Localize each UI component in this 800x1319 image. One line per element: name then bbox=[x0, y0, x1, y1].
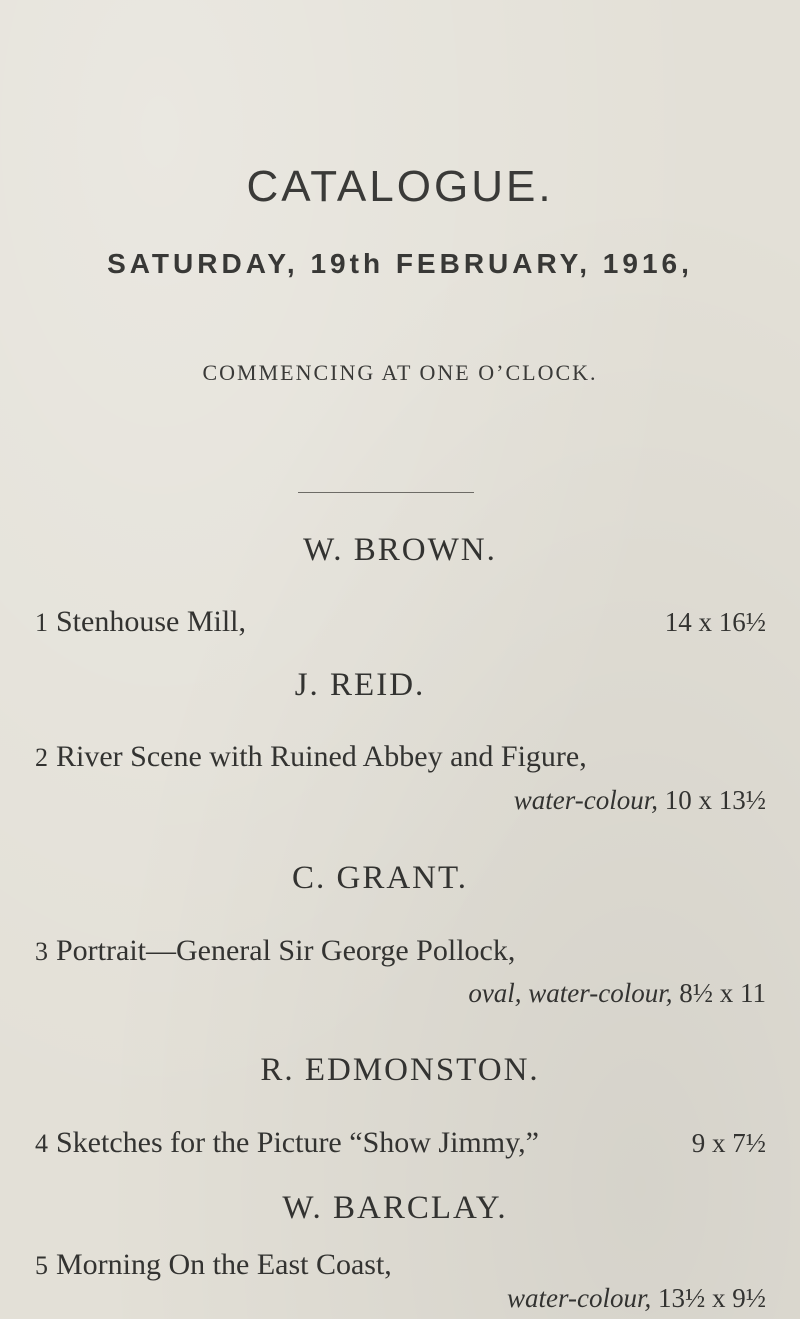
sale-time: COMMENCING AT ONE O’CLOCK. bbox=[202, 360, 598, 385]
lot-title: River Scene with Ruined Abbey and Figure, bbox=[56, 740, 587, 773]
lot-size: 9 x 7½ bbox=[691, 1128, 766, 1158]
lot-number: 3 bbox=[35, 937, 48, 966]
lot-title: Sketches for the Picture “Show Jimmy,” bbox=[56, 1126, 539, 1159]
lot-entry bbox=[35, 1126, 539, 1160]
lot-medium: water-colour, bbox=[513, 785, 658, 815]
lot-details bbox=[514, 785, 766, 816]
artist-name: W. BROWN. bbox=[303, 532, 497, 568]
lot-size: 13½ x 9½ bbox=[658, 1283, 766, 1313]
artist-name: R. EDMONSTON. bbox=[260, 1052, 540, 1088]
lot-size: 8½ x 11 bbox=[679, 978, 766, 1008]
artist-name: C. GRANT. bbox=[292, 860, 468, 896]
lot-entry bbox=[35, 740, 587, 774]
sale-date: SATURDAY, 19th FEBRUARY, 1916, bbox=[107, 248, 693, 279]
lot-details bbox=[468, 978, 766, 1009]
lot-number: 5 bbox=[35, 1251, 48, 1280]
lot-title: Stenhouse Mill, bbox=[56, 605, 247, 638]
lot-size: 10 x 13½ bbox=[664, 785, 766, 815]
catalogue-title: CATALOGUE. bbox=[246, 162, 554, 211]
lot-entry bbox=[35, 934, 515, 968]
lot-title: Portrait—General Sir George Pollock, bbox=[56, 934, 516, 967]
lot-title: Morning On the East Coast, bbox=[56, 1248, 392, 1281]
lot-number: 2 bbox=[35, 743, 48, 772]
artist-name: W. BARCLAY. bbox=[282, 1190, 508, 1226]
divider-rule bbox=[298, 492, 474, 493]
lot-size: 14 x 16½ bbox=[664, 607, 766, 637]
lot-entry bbox=[35, 1248, 392, 1282]
lot-number: 4 bbox=[35, 1129, 48, 1158]
lot-medium: oval, water-colour, bbox=[468, 978, 673, 1008]
lot-entry bbox=[35, 605, 246, 639]
lot-number: 1 bbox=[35, 608, 48, 637]
artist-name: J. REID. bbox=[294, 667, 426, 703]
lot-details bbox=[507, 1283, 766, 1314]
lot-medium: water-colour, bbox=[507, 1283, 652, 1313]
